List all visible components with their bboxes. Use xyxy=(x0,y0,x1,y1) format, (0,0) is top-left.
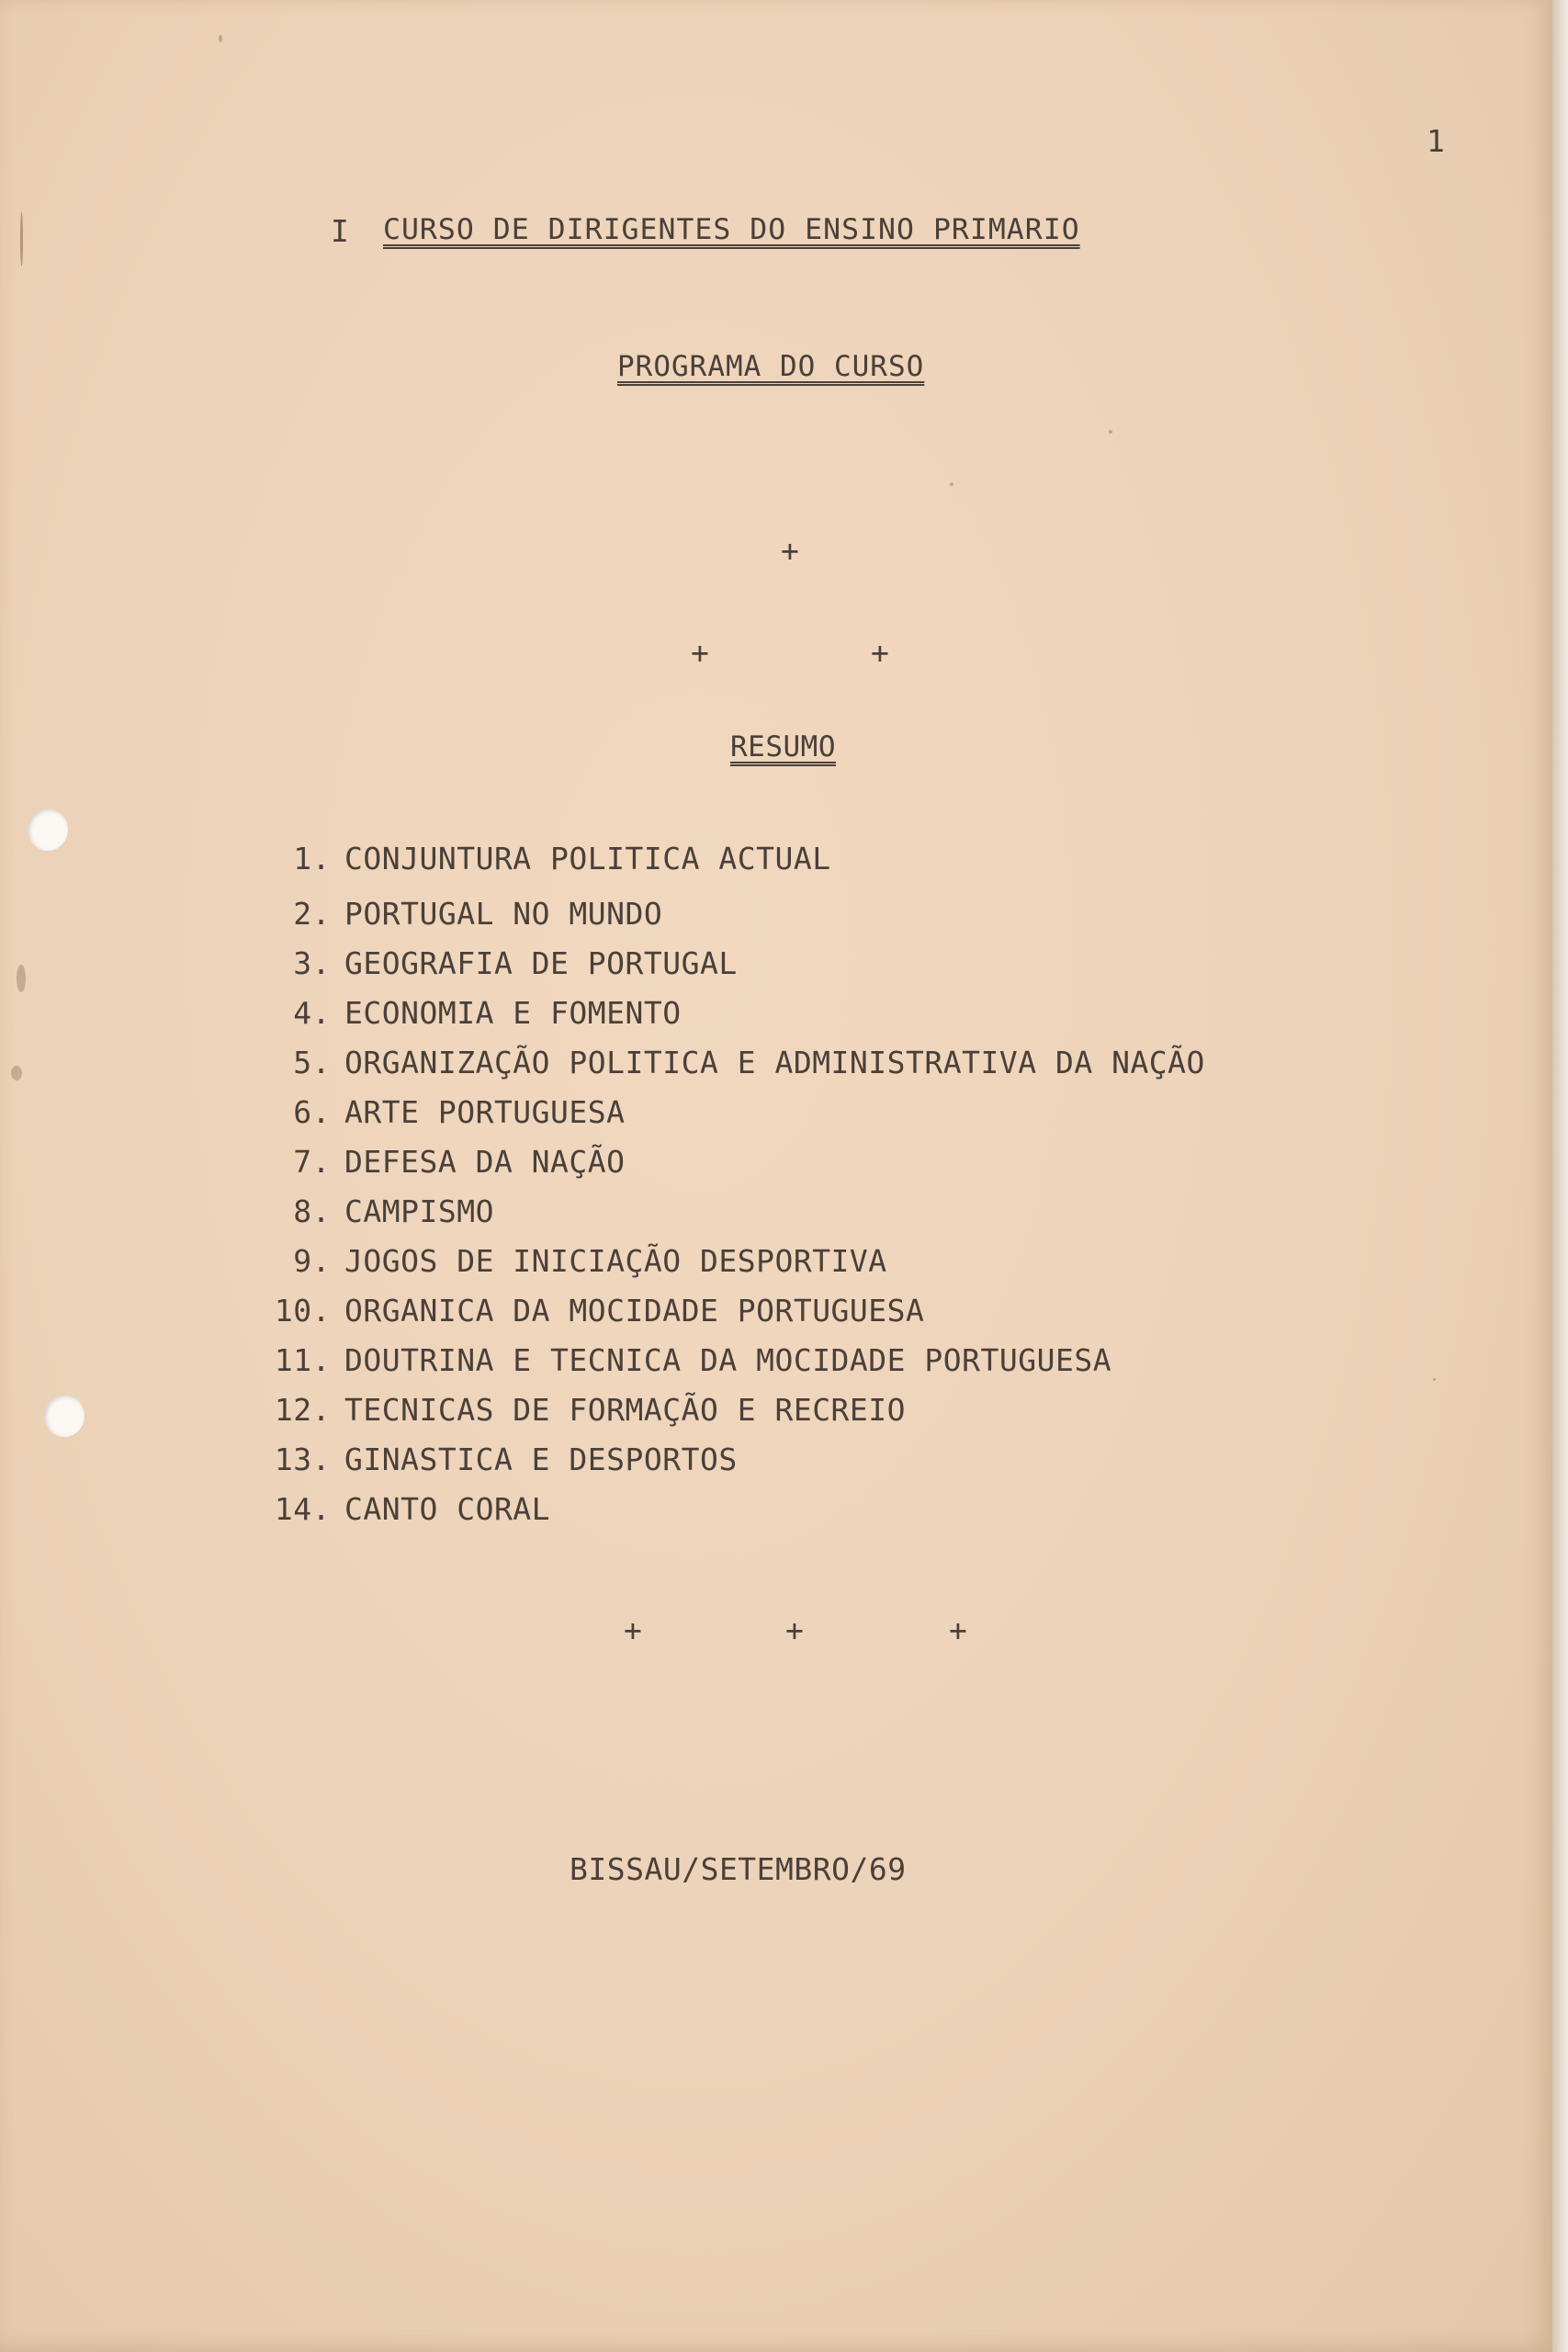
summary-list xyxy=(266,843,1277,1542)
item-text: DOUTRINA E TECNICA DA MOCIDADE PORTUGUESA xyxy=(344,1342,1112,1378)
item-number: 6. xyxy=(293,1094,331,1130)
course-title: CURSO DE DIRIGENTES DO ENSINO PRIMARIO xyxy=(383,213,1080,246)
item-number: 7. xyxy=(293,1144,331,1180)
item-number: 2. xyxy=(293,896,331,932)
paper-speck xyxy=(11,1066,22,1080)
punch-hole-top xyxy=(28,808,68,851)
item-text: DEFESA DA NAÇÃO xyxy=(344,1144,626,1180)
item-text: CAMPISMO xyxy=(344,1193,494,1229)
item-text: PORTUGAL NO MUNDO xyxy=(344,896,663,932)
item-number: 3. xyxy=(293,945,331,981)
item-text: CONJUNTURA POLITICA ACTUAL xyxy=(344,841,831,876)
item-text: ORGANICA DA MOCIDADE PORTUGUESA xyxy=(344,1293,925,1329)
item-text: JOGOS DE INICIAÇÃO DESPORTIVA xyxy=(344,1243,887,1279)
item-number: 13. xyxy=(274,1442,331,1477)
item-text: ARTE PORTUGUESA xyxy=(344,1094,626,1130)
item-number: 4. xyxy=(293,995,331,1031)
item-text: CANTO CORAL xyxy=(344,1491,551,1527)
plus-mark: + xyxy=(785,1612,805,1648)
paper-edge xyxy=(1552,0,1568,2352)
paper-speck xyxy=(17,965,26,992)
item-text: GINASTICA E DESPORTOS xyxy=(344,1442,738,1477)
punch-hole-bottom xyxy=(44,1395,85,1437)
plus-mark: + xyxy=(691,635,710,671)
item-number: 11. xyxy=(274,1342,331,1378)
item-number: 5. xyxy=(293,1045,331,1080)
course-prefix: I xyxy=(331,213,350,249)
paper-speck xyxy=(219,35,222,42)
item-number: 1. xyxy=(293,841,331,876)
item-text: TECNICAS DE FORMAÇÃO E RECREIO xyxy=(344,1392,907,1428)
item-text: ORGANIZAÇÃO POLITICA E ADMINISTRATIVA DA NAÇÃO xyxy=(344,1045,1205,1080)
page-number: 1 xyxy=(1427,123,1446,159)
paper-speck xyxy=(950,482,953,486)
footer-place-date: BISSAU/SETEMBRO/69 xyxy=(570,1851,907,1887)
plus-mark: + xyxy=(624,1612,643,1648)
item-number: 12. xyxy=(274,1392,331,1428)
item-text: GEOGRAFIA DE PORTUGAL xyxy=(344,945,738,981)
plus-mark: + xyxy=(871,635,890,671)
paper-speck xyxy=(20,211,23,266)
summary-heading: RESUMO xyxy=(730,730,836,763)
item-number: 9. xyxy=(293,1243,331,1279)
program-title: PROGRAMA DO CURSO xyxy=(617,350,925,383)
item-number: 14. xyxy=(274,1491,331,1527)
paper-speck xyxy=(1433,1378,1436,1381)
plus-mark: + xyxy=(949,1612,968,1648)
item-number: 8. xyxy=(293,1193,331,1229)
plus-mark: + xyxy=(781,533,800,569)
item-number: 10. xyxy=(274,1293,331,1329)
item-text: ECONOMIA E FOMENTO xyxy=(344,995,682,1031)
paper-speck xyxy=(1109,430,1112,434)
